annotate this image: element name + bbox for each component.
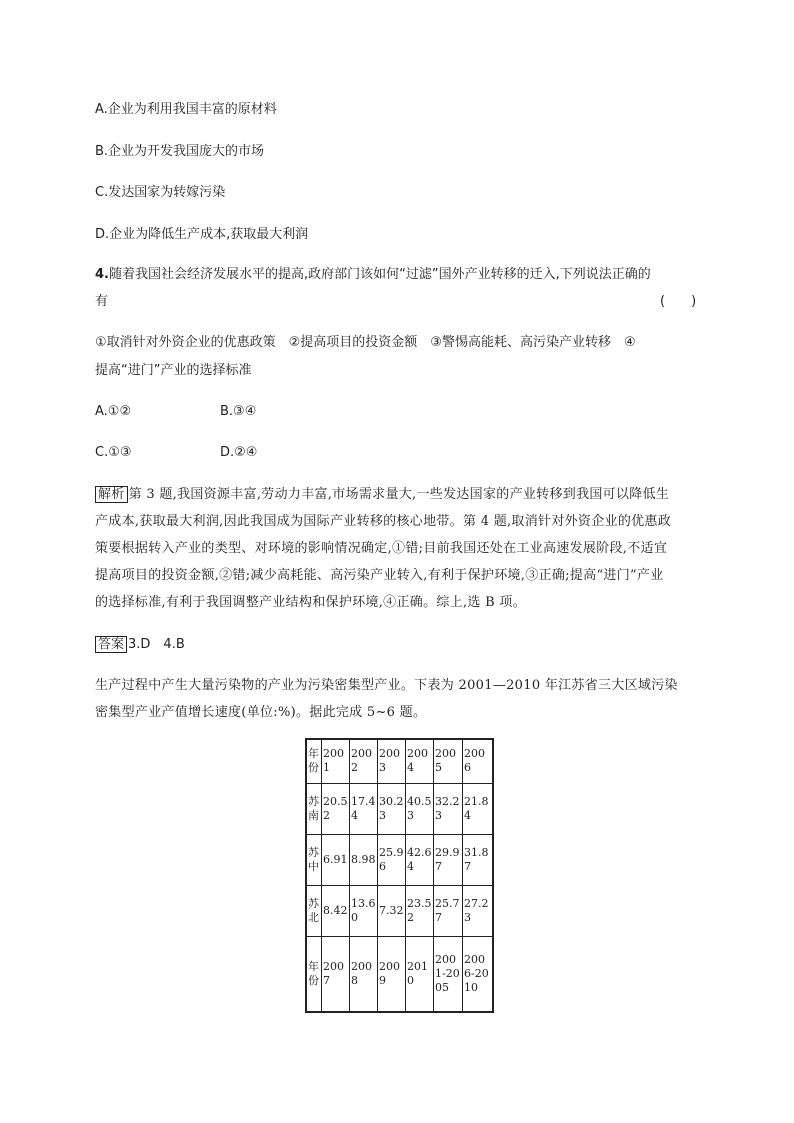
- explanation-line2: 产成本,获取最大利润,因此我国成为国际产业转移的核心地带。第 4 题,取消针对外资企业的优惠政: [95, 514, 672, 529]
- table-cell: 32.23: [434, 783, 463, 834]
- table-cell: 2010: [406, 936, 434, 1012]
- explanation-line4: 提高项目的投资金额,②错;减少高耗能、高污染产业转入,有利于保护环境,③正确;提高“进门”产业: [95, 568, 664, 583]
- table-cell: 2003: [378, 739, 406, 783]
- table-cell: 29.97: [434, 834, 463, 885]
- table-cell: 21.84: [463, 783, 494, 834]
- table-cell: 25.77: [434, 885, 463, 936]
- table-cell: 8.42: [322, 885, 350, 936]
- table-cell: 23.52: [406, 885, 434, 936]
- explanation-line3: 策要根据转入产业的类型、对环境的影响情况确定,①错;目前我国还处在工业高速发展阶段,不适宜: [95, 541, 668, 556]
- table-row: [306, 783, 493, 834]
- table-cell: 27.23: [463, 885, 494, 936]
- table-cell: 8.98: [350, 834, 378, 885]
- explanation-tag: 解析: [95, 486, 128, 503]
- answer-line: [95, 636, 185, 654]
- q4-option-d: D.②④: [220, 445, 258, 460]
- table-cell: 6.91: [322, 834, 350, 885]
- table-cell: 2008: [350, 936, 378, 1012]
- table-cell: 7.32: [378, 885, 406, 936]
- table-cell: 2002: [350, 739, 378, 783]
- answer-text: 3.D 4.B: [128, 637, 185, 652]
- table-row: [306, 936, 493, 1012]
- table-cell: 2006-2010: [463, 936, 494, 1012]
- table-cell: 40.53: [406, 783, 434, 834]
- table-cell: 2005: [434, 739, 463, 783]
- table-row: [306, 739, 493, 783]
- table-cell: 31.87: [463, 834, 494, 885]
- question-4-items-line2: 提高“进门”产业的选择标准: [95, 363, 252, 378]
- table-cell: 30.23: [378, 783, 406, 834]
- table-cell: 2007: [322, 936, 350, 1012]
- question-4-stem: [95, 266, 651, 284]
- explanation-line5: 的选择标准,有利于我国调整产业结构和保护环境,④正确。综上,选 B 项。: [95, 595, 527, 610]
- table-cell: 17.44: [350, 783, 378, 834]
- table-cell: 年份: [306, 936, 322, 1012]
- explanation-line1: [95, 486, 669, 504]
- answer-parentheses: ( ): [660, 294, 697, 309]
- intro-line2: 密集型产业产值增长速度(单位:%)。据此完成 5~6 题。: [95, 705, 427, 720]
- table-cell: 年份: [306, 739, 322, 783]
- table-cell: 42.64: [406, 834, 434, 885]
- table-cell: 2004: [406, 739, 434, 783]
- q4-option-b: B.③④: [220, 404, 257, 419]
- answer-tag: 答案: [95, 636, 127, 653]
- table-cell: 2001: [322, 739, 350, 783]
- intro-line1: 生产过程中产生大量污染物的产业为污染密集型产业。下表为 2001—2010 年江苏省三大区域污染: [95, 678, 678, 693]
- table-row: [306, 885, 493, 936]
- table-cell: 2001-2005: [434, 936, 463, 1012]
- table-cell: 苏北: [306, 885, 322, 936]
- table-cell: 20.52: [322, 783, 350, 834]
- table-cell: 25.96: [378, 834, 406, 885]
- question-4-stem-line1: 随着我国社会经济发展水平的提高,政府部门该如何“过滤”国外产业转移的迁入,下列说法正确的: [108, 267, 651, 282]
- option-d: D.企业为降低生产成本,获取最大利润: [95, 227, 309, 242]
- option-a: A.企业为利用我国丰富的原材料: [95, 102, 277, 117]
- question-number: 4.: [95, 267, 109, 282]
- explanation-text-1: 第 3 题,我国资源丰富,劳动力丰富,市场需求量大,一些发达国家的产业转移到我国可以降低生: [128, 487, 670, 502]
- table-cell: 苏中: [306, 834, 322, 885]
- table-cell: 苏南: [306, 783, 322, 834]
- q4-option-a: A.①②: [95, 404, 132, 419]
- option-c: C.发达国家为转嫁污染: [95, 185, 226, 200]
- growth-rate-table: [305, 738, 494, 1013]
- option-b: B.企业为开发我国庞大的市场: [95, 144, 265, 159]
- q4-option-c: C.①③: [95, 445, 132, 460]
- table-cell: 2009: [378, 936, 406, 1012]
- question-4-stem-line2: 有: [95, 294, 109, 309]
- question-4-items-line1: ①取消针对外资企业的优惠政策 ②提高项目的投资金额 ③警惕高能耗、高污染产业转移 ④: [95, 335, 636, 350]
- table-row: [306, 834, 493, 885]
- table-cell: 2006: [463, 739, 494, 783]
- table-cell: 13.60: [350, 885, 378, 936]
